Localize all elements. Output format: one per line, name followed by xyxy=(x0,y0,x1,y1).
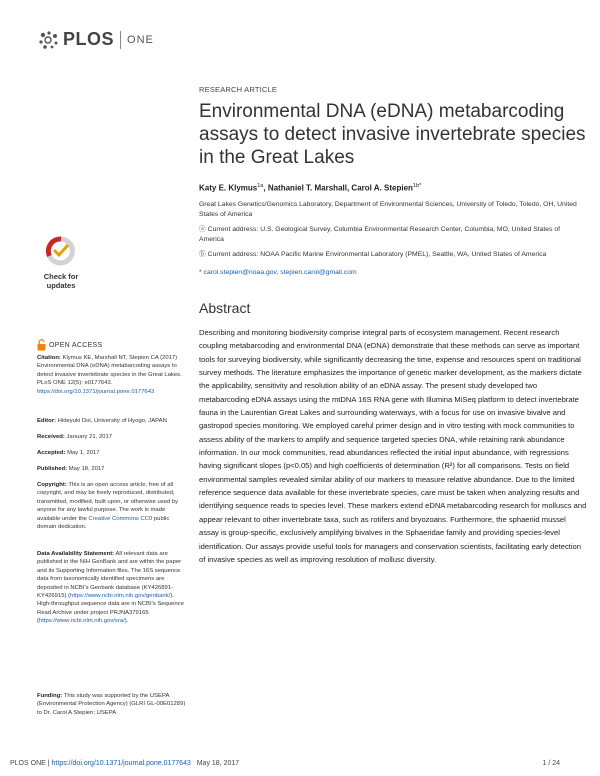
editor-line xyxy=(37,417,189,425)
citation-label: Citation: xyxy=(37,355,61,361)
accepted-label: Accepted: xyxy=(37,450,66,456)
open-lock-icon xyxy=(37,339,46,351)
copyright-text-end: public domain dedication. xyxy=(37,515,170,531)
footer-doi-link[interactable]: https://doi.org/10.1371/journal.pone.0177643 xyxy=(51,760,191,767)
received-value: January 21, 2017 xyxy=(66,434,113,440)
cc0-link[interactable]: Creative Commons CC0 xyxy=(88,515,153,522)
accepted-line xyxy=(37,449,189,457)
footer-journal: PLOS ONE xyxy=(10,760,46,767)
copyright-text: This is an open access article, free of all copyright, and may be freely reproduced, distributed, transmitted, modified, built upon, or otherwise used by anyone for any lawful purpose. The work is made available under the xyxy=(37,482,179,522)
received-label: Received: xyxy=(37,434,65,440)
citation-doi-link[interactable]: https://doi.org/10.1371/journal.pone.0177643 xyxy=(37,388,155,395)
article-title: Environmental DNA (eDNA) metabarcoding assays to detect invasive invertebrate species in the Great Lakes xyxy=(199,101,586,168)
editor-value: Hideyuki Doi, University of Hyogo, JAPAN xyxy=(57,418,167,424)
current-address-a: ⓐ Current address: U.S. Geological Survey, Columbia Environmental Research Center, Columbia, MO, United States of America xyxy=(199,226,561,243)
citation-block xyxy=(37,354,189,396)
check-for-updates-badge[interactable] xyxy=(37,236,85,290)
footer-citation xyxy=(10,760,239,767)
check-for-updates-label-2: updates xyxy=(46,281,76,290)
funding-label: Funding: xyxy=(37,693,63,699)
accepted-value: May 1, 2017 xyxy=(67,450,100,456)
open-access-label: OPEN ACCESS xyxy=(49,341,103,349)
author-list: Katy E. Klymus$^{1a}$, Nathaniel T. Marshall, Carol A. Stepien$^{1b*}$ xyxy=(199,183,422,193)
abstract-heading: Abstract xyxy=(199,300,251,316)
published-line xyxy=(37,465,189,473)
data-availability-text-mid: ). High-throughput sequence data are in NCBI's Sequence Read Archive under project PRJNA379165 ( xyxy=(37,593,184,625)
genbank-link[interactable]: https://www.ncbi.nlm.nih.gov/genbank/ xyxy=(70,593,171,600)
author-name[interactable]: Carol A. Stepien xyxy=(351,183,413,193)
current-address-b: ⓑ Current address: NOAA Pacific Marine Environmental Laboratory (PMEL), Seattle, WA, United States of America xyxy=(199,251,547,258)
data-availability-block xyxy=(37,550,189,626)
copyright-block xyxy=(37,481,189,531)
sra-link[interactable]: https://www.ncbi.nlm.nih.gov/sra/ xyxy=(38,618,125,625)
received-line xyxy=(37,433,189,441)
email-marker: * xyxy=(199,269,202,276)
funding-block xyxy=(37,692,189,717)
abstract-text: Describing and monitoring biodiversity comprise integral parts of ecosystem management. Recent research coupling metabarcoding and environmental DNA (eDNA) demonstrate that these methods can serve as important tools for surveying biodiversity, while significantly decreasing the time, expense and resources spent on traditional survey methods. The literature emphasizes the importance of genetic marker development, as the markers dictate the applicability, sensitivity and resolution ability of an eDNA assay. The present study developed two metabarcoding eDNA assays using the mtDNA 16S RNA gene with Illumina MiSeq platform to detect invertebrate fauna in the Laurentian Great Lakes and surrounding waterways, with a focus for use on invasive bivalve and gastropod species monitoring. We employed careful primer design and in vitro testing with mock communities to assess ability of the markers to amplify and sequence targeted species DNA, while retaining rank abundance information. In our mock communities, read abundances reflected the initial input abundance, with regressions having significant slopes (p<0.05) and high coefficients of determination (R²) for all comparisons. Tests on field environmental samples revealed similar ability of our markers to measure relative abundance. Due to the limited reference sequence data available for these invertebrate species, care must be taken when analyzing results and identifying sequence reads to species level. These markers extend eDNA metabarcoding research for molluscs and appear relevant to other invertebrate taxa, such as rotifers and bryozoans. Furthermore, the sphaeriid mussel assay is group-specific, exclusively amplifying bivalves in the Sphaeridae family and providing species-level identification. Our assays provide useful tools for managers and conservation scientists, facilitating early detection of invasive species as well as improving resolution of mollusc diversity. xyxy=(199,328,587,564)
copyright-label: Copyright: xyxy=(37,482,67,488)
data-availability-text-end: ). xyxy=(124,618,129,625)
page-number: 1 / 24 xyxy=(542,760,560,767)
author-name[interactable]: Katy E. Klymus xyxy=(199,183,258,193)
published-label: Published: xyxy=(37,466,68,472)
journal-name: ONE xyxy=(127,33,154,46)
editor-label: Editor: xyxy=(37,418,56,424)
footer-separator: | xyxy=(47,760,50,767)
plos-dots-icon xyxy=(38,30,60,50)
corresponding-email xyxy=(199,268,584,278)
affiliation: Great Lakes Genetics/Genomics Laboratory, Department of Environmental Sciences, University of Toledo, Toledo, OH, United States of America xyxy=(199,201,577,218)
open-access-badge xyxy=(37,339,102,351)
published-value: May 18, 2017 xyxy=(68,466,105,472)
footer-date: May 18, 2017 xyxy=(196,760,240,767)
author-name[interactable]: Nathaniel T. Marshall xyxy=(267,183,347,193)
data-availability-label: Data Availability Statement: xyxy=(37,551,115,557)
data-availability-text: All relevant data are published in the NIH GenBank and are within the paper and its Supporting Information files. The 16S sequence data from taxonomically identified specimens are deposited in NCBI's Genbank database (KY426891-KY426915) ( xyxy=(37,551,182,600)
article-type-label: RESEARCH ARTICLE xyxy=(199,85,278,94)
email-link[interactable]: carol.stepien@noaa.gov, stepien.carol@gmail.com xyxy=(203,269,357,276)
author-affiliation-marker: 1a xyxy=(257,183,264,189)
funding-text: This study was supported by the USEPA (Environmental Protection Agency) (GLRI GL-00E01289) to Dr. Carol A Stepien; USEPA xyxy=(37,693,186,716)
author-affiliation-marker: 1b* xyxy=(412,183,422,189)
logo-text: PLOS xyxy=(63,29,115,49)
check-for-updates-icon xyxy=(37,236,85,266)
plos-logo xyxy=(38,29,154,50)
citation-text: Klymus KE, Marshall NT, Stepien CA (2017) Environmental DNA (eDNA) metabarcoding assays to detect invasive invertebrate species in the Great Lakes. PLoS ONE 12(5): e0177643. xyxy=(37,355,182,387)
logo-divider xyxy=(120,31,121,49)
page-footer xyxy=(0,758,600,772)
check-for-updates-label: Check for xyxy=(43,272,79,281)
